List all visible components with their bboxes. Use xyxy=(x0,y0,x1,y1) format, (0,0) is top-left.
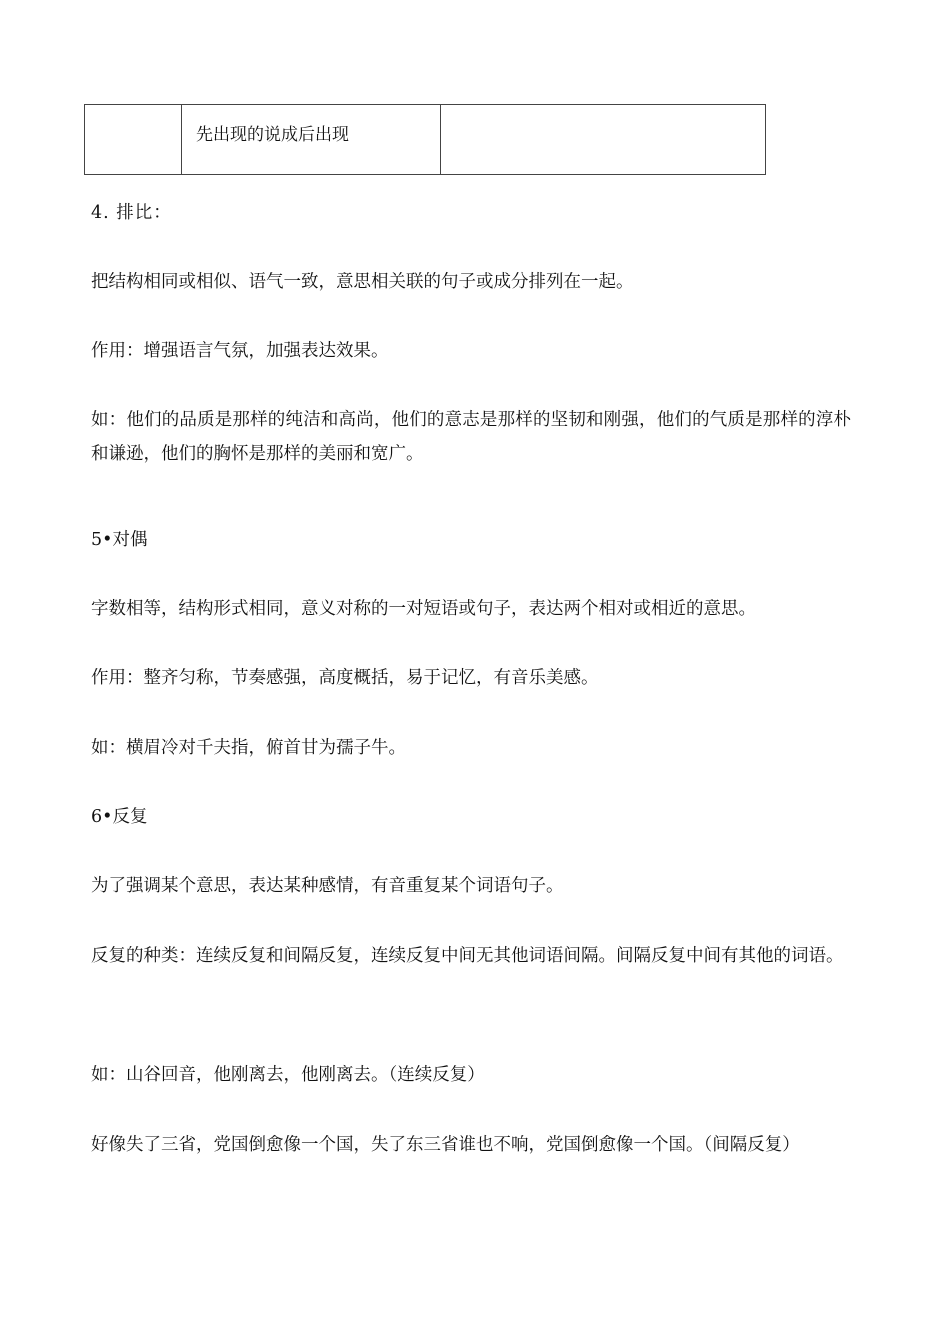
fanfu-definition: 为了强调某个意思，表达某种感情，有音重复某个词语句子。 xyxy=(91,876,564,896)
paibi-definition: 把结构相同或相似、语气一致，意思相关联的句子或成分排列在一起。 xyxy=(91,272,634,292)
table-fragment xyxy=(84,104,766,175)
paibi-example: 如：他们的品质是那样的纯洁和高尚，他们的意志是那样的坚韧和刚强，他们的气质是那样的淳朴和谦逊，他们的胸怀是那样的美丽和宽广。 xyxy=(91,410,851,464)
fanfu-types: 反复的种类：连续反复和间隔反复，连续反复中间无其他词语间隔。间隔反复中间有其他的词语。 xyxy=(91,946,844,966)
duiou-example: 如：横眉冷对千夫指，俯首甘为孺子牛。 xyxy=(91,738,406,758)
fanfu-example-continuous: 如：山谷回音，他刚离去，他刚离去。（连续反复） xyxy=(91,1065,485,1085)
fanfu-example-interval: 好像失了三省，党国倒愈像一个国，失了东三省谁也不响，党国倒愈像一个国。（间隔反复） xyxy=(91,1135,800,1155)
section-heading-paibi: 4. 排比： xyxy=(91,203,172,223)
section-heading-duiou: 5•对偶 xyxy=(91,530,148,550)
table-cell: 先出现的说成后出现 xyxy=(182,105,441,175)
table-cell xyxy=(441,105,766,175)
section-heading-fanfu: 6•反复 xyxy=(91,807,148,827)
paibi-effect: 作用：增强语言气氛，加强表达效果。 xyxy=(91,341,389,361)
table-row xyxy=(85,105,766,175)
duiou-definition: 字数相等，结构形式相同，意义对称的一对短语或句子，表达两个相对或相近的意思。 xyxy=(91,599,756,619)
duiou-effect: 作用：整齐匀称，节奏感强，高度概括，易于记忆，有音乐美感。 xyxy=(91,668,599,688)
table-cell xyxy=(85,105,182,175)
